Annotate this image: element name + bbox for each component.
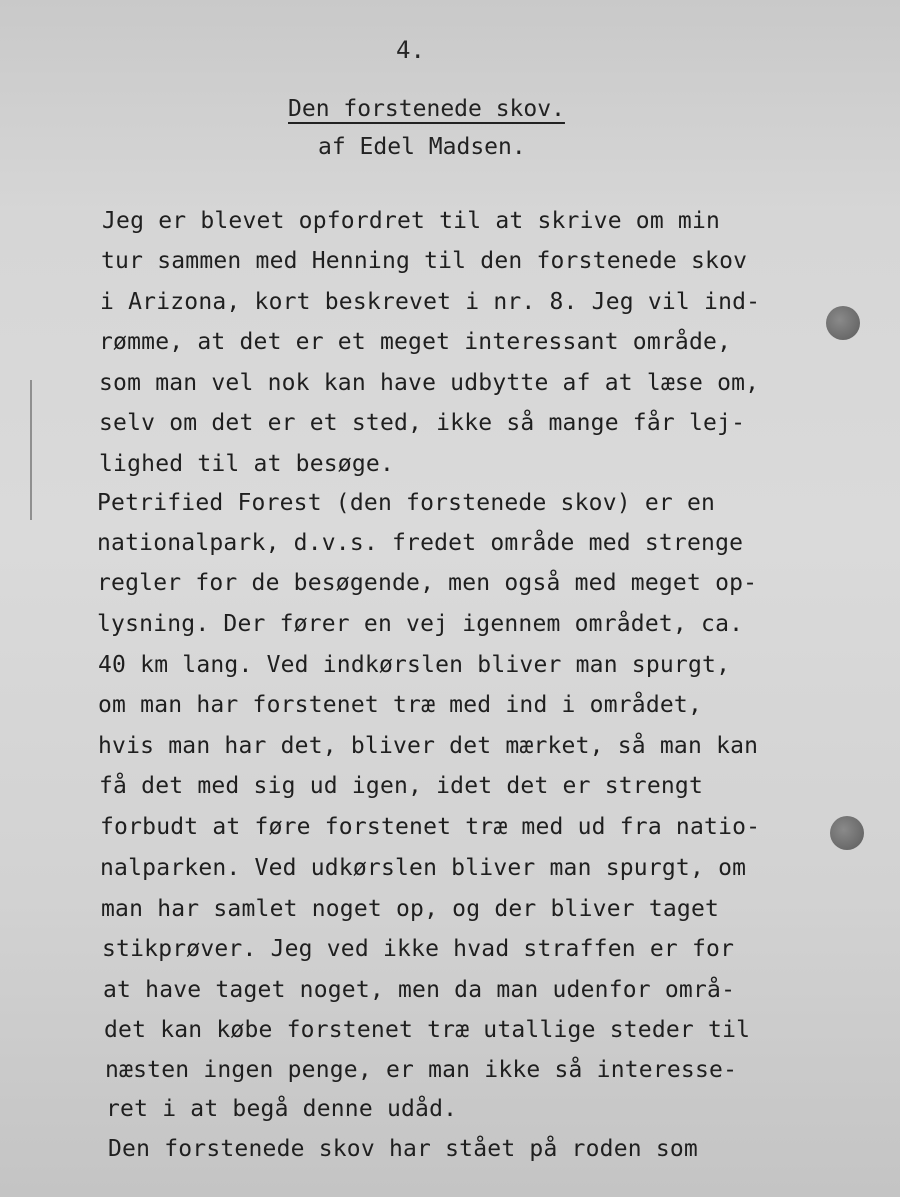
text-line: selv om det er et sted, ikke så mange får lej- xyxy=(99,410,746,436)
text-line: det kan købe forstenet træ utallige steder til xyxy=(104,1017,751,1043)
text-line: forbudt at føre forstenet træ med ud fra natio- xyxy=(100,814,761,840)
text-line: om man har forstenet træ med ind i området, xyxy=(98,692,703,718)
text-line: Den forstenede skov har stået på roden som xyxy=(108,1136,698,1162)
text-line: Petrified Forest (den forstenede skov) er en xyxy=(97,490,716,516)
punch-hole xyxy=(826,306,860,340)
text-line: rømme, at det er et meget interessant område, xyxy=(99,329,732,355)
text-line: 40 km lang. Ved indkørslen bliver man spurgt, xyxy=(98,652,731,678)
text-line: nalparken. Ved udkørslen bliver man spurgt, om xyxy=(100,855,747,881)
text-line: hvis man har det, bliver det mærket, så man kan xyxy=(98,733,759,759)
text-line: stikprøver. Jeg ved ikke hvad straffen er for xyxy=(102,936,735,962)
text-line: lysning. Der fører en vej igennem området, ca. xyxy=(97,611,744,637)
text-line: nationalpark, d.v.s. fredet område med strenge xyxy=(97,530,744,556)
text-line: ret i at begå denne udåd. xyxy=(106,1096,458,1122)
document-author: af Edel Madsen. xyxy=(318,134,526,160)
page-number: 4. xyxy=(396,36,425,64)
text-line: næsten ingen penge, er man ikke så interesse- xyxy=(105,1057,738,1083)
text-line: regler for de besøgende, men også med meget op- xyxy=(97,570,758,596)
text-line: som man vel nok kan have udbytte af at læse om, xyxy=(99,370,760,396)
text-line: at have taget noget, men da man udenfor områ- xyxy=(103,977,736,1003)
text-line: Jeg er blevet opfordret til at skrive om min xyxy=(102,208,721,234)
text-line: lighed til at besøge. xyxy=(99,451,394,477)
text-line: man har samlet noget op, og der bliver taget xyxy=(101,896,720,922)
text-line: få det med sig ud igen, idet det er strengt xyxy=(99,773,704,799)
punch-hole xyxy=(830,816,864,850)
document-title: Den forstenede skov. xyxy=(288,96,565,122)
text-line: i Arizona, kort beskrevet i nr. 8. Jeg vil ind- xyxy=(100,289,761,315)
text-line: tur sammen med Henning til den forstenede skov xyxy=(101,248,748,274)
